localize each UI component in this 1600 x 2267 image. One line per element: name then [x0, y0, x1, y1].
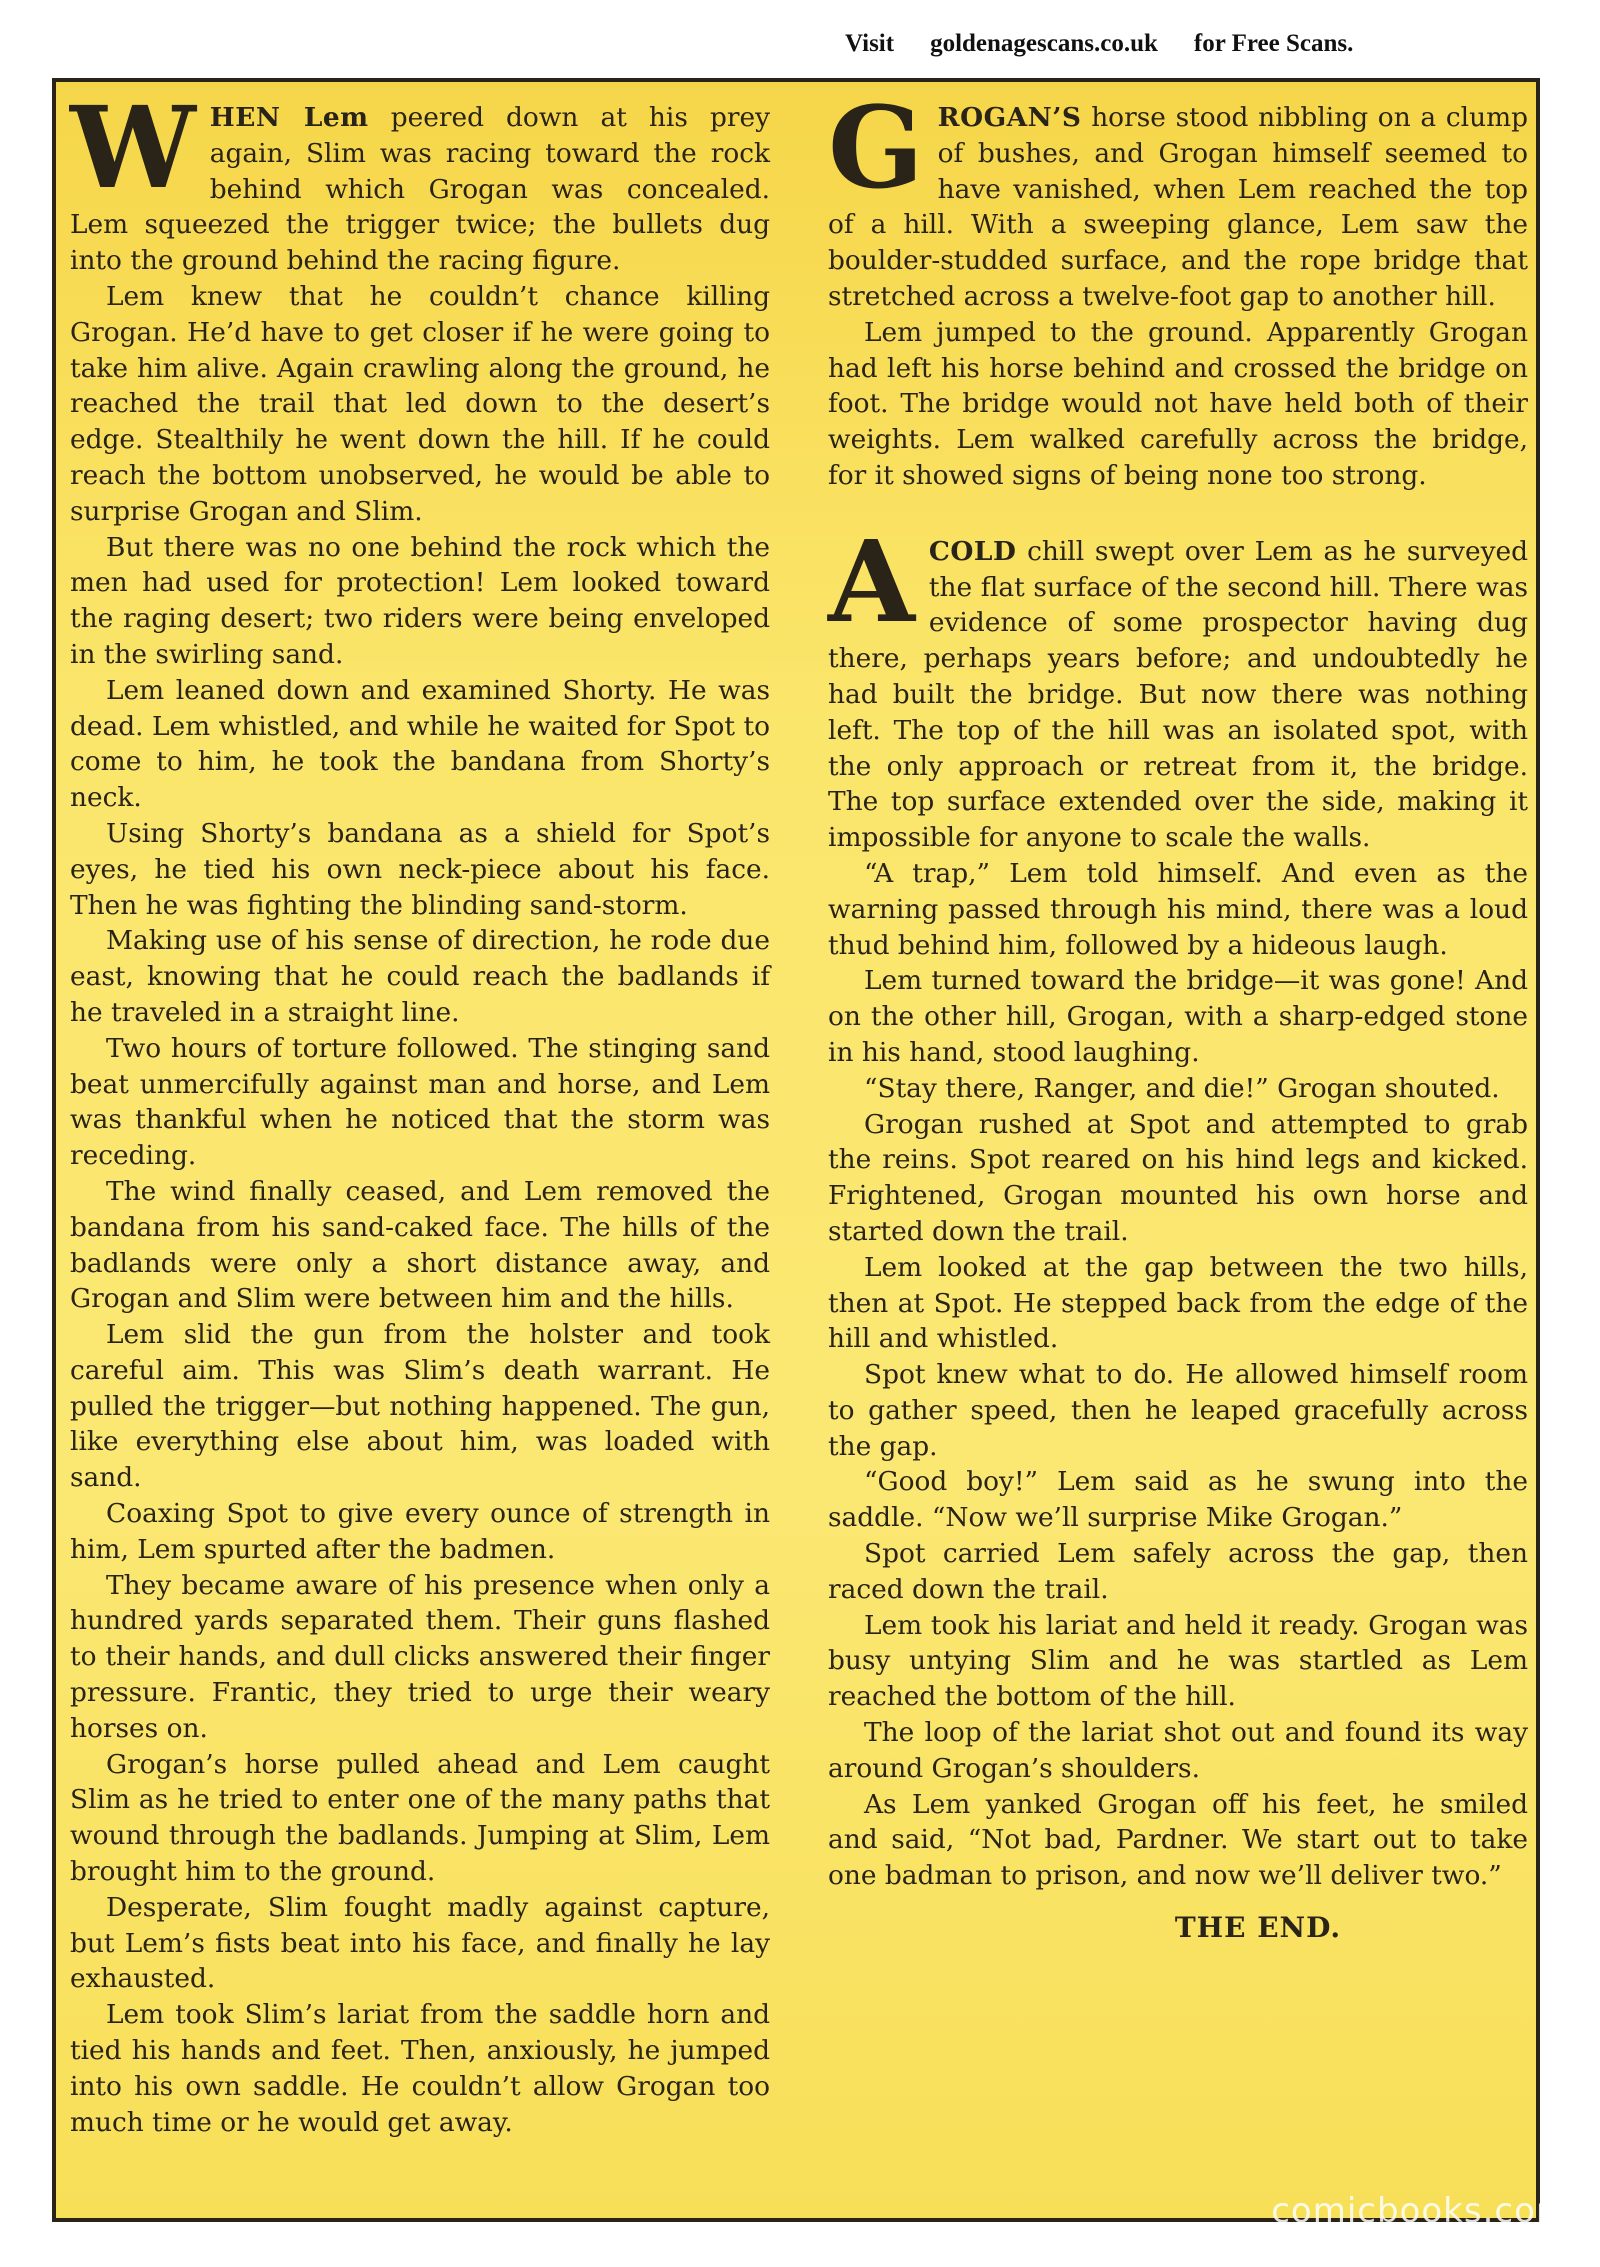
paragraph — [828, 516, 1529, 856]
section-break — [828, 494, 1528, 534]
the-end-label: THE END. — [1174, 1911, 1342, 1945]
story-page — [52, 78, 1540, 2222]
paragraph: Grogan rushed at Spot and attempted to grab the reins. Spot reared on his hind legs and kicked. Frightened, Grogan mounted his own horse and started down the trail. — [828, 1108, 1528, 1247]
lead-in: COLD — [928, 535, 1017, 567]
paragraph: The loop of the lariat shot out and found its way around Grogan’s shoulders. — [828, 1717, 1528, 1784]
paragraph: But there was no one behind the rock which the men had used for protection! Lem looked toward the raging desert; two riders were being enveloped in the swirling sand. — [70, 531, 770, 670]
paragraph: They became aware of his presence when only a hundred yards separated them. Their guns flashed to their hands, and dull clicks answered their finger pressure. Frantic, they tried to urge their weary horses on. — [70, 1569, 770, 1744]
right-column — [828, 83, 1529, 1946]
paragraph: Lem looked at the gap between the two hills, then at Spot. He stepped back from the edge of the hill and whistled. — [828, 1251, 1528, 1355]
paragraph: Spot knew what to do. He allowed himself room to gather speed, then he leaped gracefully across the gap. — [828, 1359, 1528, 1462]
lead-in: ROGAN’S — [937, 102, 1082, 133]
paragraph: Grogan’s horse pulled ahead and Lem caught Slim as he tried to enter one of the many paths that wound through the badlands. Jumping at Slim, Lem brought him to the ground. — [70, 1748, 770, 1888]
header-site: goldenagescans.co.uk — [930, 30, 1158, 57]
paragraph: Lem leaned down and examined Shorty. He was dead. Lem whistled, and while he waited for Spot to come to him, he took the bandana from Shorty’s neck. — [70, 674, 770, 814]
drop-cap: G — [828, 83, 924, 214]
scan-credit-header — [845, 30, 1485, 58]
paragraph: “A trap,” Lem told himself. And even as the warning passed through his mind, there was a loud thud behind him, followed by a hideous laugh. — [828, 857, 1528, 961]
watermark: comicbooks.com — [1271, 2191, 1570, 2231]
drop-cap: A — [828, 516, 915, 648]
paragraph: Lem knew that he couldn’t chance killing Grogan. He’d have to get closer if he were going to take him alive. Again crawling along the ground, he reached the trail that led down to the desert’s edge. Stealthily he went down the hill. If he could reach the bottom unobserved, he would be able to surprise Grogan and Slim. — [70, 280, 770, 527]
paragraph: Making use of his sense of direction, he rode due east, knowing that he could reach the badlands if he traveled in a straight line. — [70, 925, 770, 1028]
paragraph: Two hours of torture followed. The stinging sand beat unmercifully against man and horse, and Lem was thankful when he noticed that the storm was receding. — [70, 1032, 770, 1172]
left-column — [70, 83, 770, 2140]
paragraph-text: peered down at his prey again, Slim was racing toward the rock behind which Grogan was concealed. Lem squeezed the trigger twice; the bullets dug into the ground behind the racing figure. — [70, 102, 770, 277]
paragraph: “Stay there, Ranger, and die!” Grogan shouted. — [864, 1072, 1500, 1104]
paragraph: “Good boy!” Lem said as he swung into the saddle. “Now we’ll surprise Mike Grogan.” — [828, 1466, 1528, 1534]
paragraph: Lem jumped to the ground. Apparently Grogan had left his horse behind and crossed the bridge on foot. The bridge would not have held both of their weights. Lem walked carefully across the bridge, for it showed signs of being none too strong. — [828, 316, 1528, 491]
paragraph: Lem took his lariat and held it ready. Grogan was busy untying Slim and he was startled as Lem reached the bottom of the hill. — [828, 1609, 1528, 1713]
paragraph: Coaxing Spot to give every ounce of strength in him, Lem spurted after the badmen. — [70, 1498, 770, 1565]
header-visit: Visit — [845, 30, 895, 57]
paragraph-text: horse stood nibbling on a clump of bushes, and Grogan himself seemed to have vanished, when Lem reached the top of a hill. With a sweeping glance, Lem saw the boulder-studded surface, and the rope bridge that stretched across a twelve-foot gap to another hill. — [828, 102, 1528, 312]
drop-cap: W — [70, 83, 196, 214]
paragraph: Desperate, Slim fought madly against capture, but Lem’s fists beat into his face, and finally he lay exhausted. — [70, 1891, 770, 1995]
paragraph-text: chill swept over Lem as he surveyed the flat surface of the second hill. There was evidence of some prospector having dug there, perhaps years before; and undoubtedly he had built the bridge. But now there was nothing left. The top of the hill was an isolated spot, with the only approach or retreat from it, the bridge. The top surface extended over the side, making it impossible for anyone to scale the walls. — [828, 535, 1529, 854]
paragraph — [828, 83, 1528, 315]
paragraph: Lem turned toward the bridge—it was gone! And on the other hill, Grogan, with a sharp-edged stone in his hand, stood laughing. — [828, 965, 1528, 1068]
paragraph — [70, 83, 770, 279]
paragraph: As Lem yanked Grogan off his feet, he smiled and said, “Not bad, Pardner. We start out to take one badman to prison, and now we’ll deliver two.” — [828, 1788, 1528, 1892]
paragraph: The wind finally ceased, and Lem removed the bandana from his sand-caked face. The hills of the badlands were only a short distance away, and Grogan and Slim were between him and the hills. — [70, 1175, 770, 1315]
lead-in: HEN Lem — [209, 102, 369, 133]
paragraph: Spot carried Lem safely across the gap, then raced down the trail. — [828, 1538, 1528, 1605]
paragraph: Using Shorty’s bandana as a shield for Spot’s eyes, he tied his own neck-piece about his face. Then he was fighting the blinding sand-storm. — [70, 817, 770, 921]
paragraph: Lem slid the gun from the holster and took careful aim. This was Slim’s death warrant. He pulled the trigger—but nothing happened. The gun, like everything else about him, was loaded with sand. — [70, 1319, 770, 1494]
header-free: for Free Scans. — [1193, 30, 1354, 57]
paragraph: Lem took Slim’s lariat from the saddle horn and tied his hands and feet. Then, anxiously, he jumped into his own saddle. He couldn’t allow Grogan too much time or he would get away. — [70, 1999, 770, 2138]
